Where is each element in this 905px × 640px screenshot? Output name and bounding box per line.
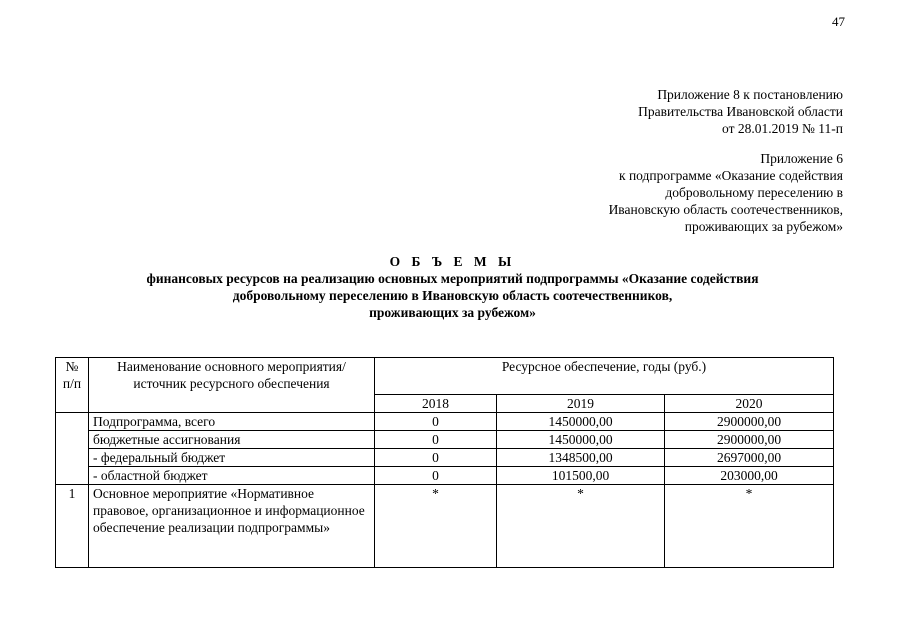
- document-subtitle-line: добровольному переселению в Ивановскую область соотечественников,: [232, 288, 673, 303]
- table-row: [56, 413, 834, 431]
- page-number: 47: [832, 14, 845, 29]
- col-header-resources: Ресурсное обеспечение, годы (руб.): [375, 358, 834, 395]
- value-cell: 203000,00: [665, 467, 834, 485]
- value-cell: 2900000,00: [665, 431, 834, 449]
- row-name: Основное мероприятие «Нормативное правовое, организационное и информационное обеспечение реализации подпрограммы»: [89, 485, 375, 568]
- annex-8-line: Приложение 8 к постановлению: [657, 87, 843, 102]
- financial-table: [55, 357, 834, 568]
- value-cell: 2697000,00: [665, 449, 834, 467]
- document-heading: [0, 254, 905, 321]
- value-cell: *: [375, 485, 497, 568]
- value-cell: 2900000,00: [665, 413, 834, 431]
- document-subtitle-line: финансовых ресурсов на реализацию основных мероприятий подпрограммы «Оказание содействия: [146, 271, 759, 286]
- row-name: бюджетные ассигнования: [89, 431, 375, 449]
- col-header-name: Наименование основного мероприятия/источник ресурсного обеспечения: [89, 358, 375, 413]
- annex-8-line: Правительства Ивановской области: [638, 104, 843, 119]
- annex-6-block: [609, 150, 843, 235]
- annex-8-block: [638, 86, 843, 137]
- row-name: Подпрограмма, всего: [89, 413, 375, 431]
- row-name: - федеральный бюджет: [89, 449, 375, 467]
- row-number-cell: [56, 413, 89, 485]
- row-number-cell: 1: [56, 485, 89, 568]
- value-cell: *: [665, 485, 834, 568]
- annex-6-line: проживающих за рубежом»: [684, 219, 843, 234]
- value-cell: 0: [375, 413, 497, 431]
- document-subtitle-line: проживающих за рубежом»: [369, 305, 536, 320]
- annex-6-line: Приложение 6: [760, 151, 843, 166]
- value-cell: 0: [375, 431, 497, 449]
- col-header-number: № п/п: [56, 358, 89, 413]
- year-header: 2020: [665, 395, 834, 413]
- annex-6-line: к подпрограмме «Оказание содействия: [619, 168, 843, 183]
- row-name: - областной бюджет: [89, 467, 375, 485]
- year-header: 2019: [497, 395, 665, 413]
- annex-6-line: Ивановскую область соотечественников,: [608, 202, 843, 217]
- table-row: [56, 449, 834, 467]
- value-cell: 101500,00: [497, 467, 665, 485]
- value-cell: 1348500,00: [497, 449, 665, 467]
- value-cell: *: [497, 485, 665, 568]
- value-cell: 0: [375, 449, 497, 467]
- table-row: [56, 485, 834, 568]
- annex-8-line: от 28.01.2019 № 11-п: [722, 121, 843, 136]
- year-header: 2018: [375, 395, 497, 413]
- value-cell: 1450000,00: [497, 431, 665, 449]
- table-row: [56, 431, 834, 449]
- document-title: О Б Ъ Е М Ы: [389, 254, 516, 269]
- value-cell: 0: [375, 467, 497, 485]
- table-row: [56, 467, 834, 485]
- table-header-row: [56, 358, 834, 395]
- value-cell: 1450000,00: [497, 413, 665, 431]
- annex-6-line: добровольному переселению в: [665, 185, 843, 200]
